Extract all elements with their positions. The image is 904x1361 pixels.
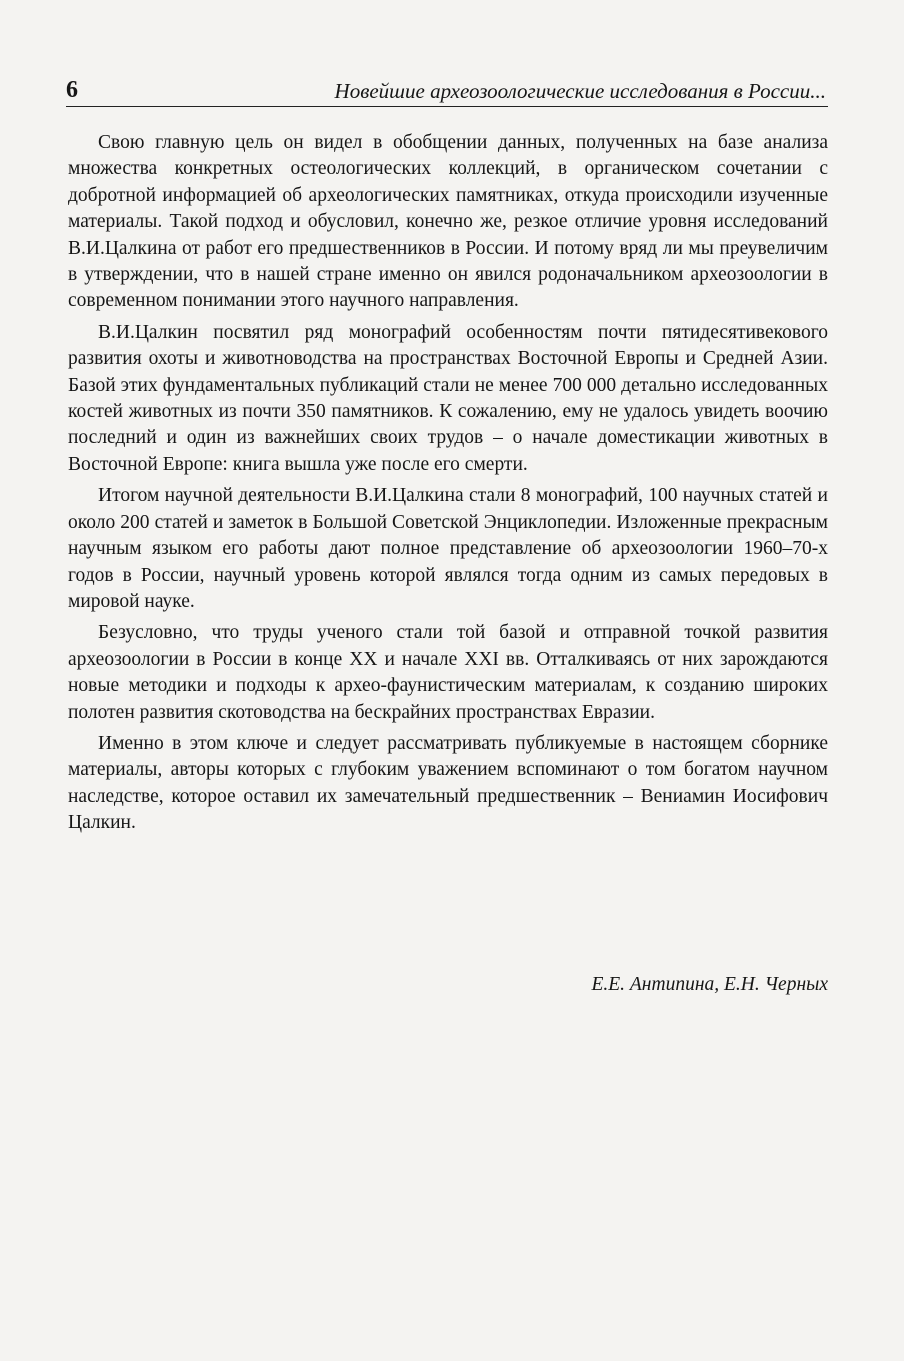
header-rule xyxy=(66,106,828,107)
paragraph: Свою главную цель он видел в обобщении данных, полученных на базе анализа множества конкретных остеологических коллекций, в органическом сочетании с добротной информацией об археологических памятниках, откуда происходили изученные материалы. Такой подход и обусловил, конечно же, резкое отличие уровня исследований В.И.Цалкина от работ его предшественников в России. И потому вряд ли мы преувеличим в утверждении, что в нашей стране именно он явился родоначальником археозоологии в современном понимании этого научного направления. xyxy=(68,132,828,312)
page-number: 6 xyxy=(66,77,78,103)
paragraph: Итогом научной деятельности В.И.Цалкина стали 8 монографий, 100 научных статей и около 200 статей и заметок в Большой Советской Энциклопедии. Изложенные прекрасным научным языком его работы дают полное представление об археозоологии 1960–70-х годов в России, научный уровень которой являлся тогда одним из самых передовых в мировой науке. xyxy=(68,485,828,612)
author-signature: Е.Е. Антипина, Е.Н. Черных xyxy=(591,974,828,995)
body-text xyxy=(68,130,828,837)
paragraph: Безусловно, что труды ученого стали той базой и отправной точкой развития археозоологии в России в конце XX и начале XXI вв. Отталкиваясь от них зарождаются новые методики и подходы к архео-фаунистическим материалам, к созданию широких полотен развития скотоводства на бескрайних пространствах Евразии. xyxy=(68,622,828,723)
running-title: Новейшие археозоологические исследования в России... xyxy=(334,79,826,103)
page-header xyxy=(66,76,828,108)
paragraph: В.И.Цалкин посвятил ряд монографий особенностям почти пятидесятивекового развития охоты и животноводства на пространствах Восточной Европы и Средней Азии. Базой этих фундаментальных публикаций стали не менее 700 000 детально исследованных костей животных из почти 350 памятников. К сожалению, ему не удалось увидеть воочию последний и один из важнейших своих трудов – о начале доместикации животных в Восточной Европе: книга вышла уже после его смерти. xyxy=(68,321,828,475)
paragraph: Именно в этом ключе и следует рассматривать публикуемые в настоящем сборнике материалы, авторы которых с глубоким уважением вспоминают о том богатом научном наследстве, которое оставил их замечательный предшественник – Вениамин Иосифович Цалкин. xyxy=(68,732,828,834)
